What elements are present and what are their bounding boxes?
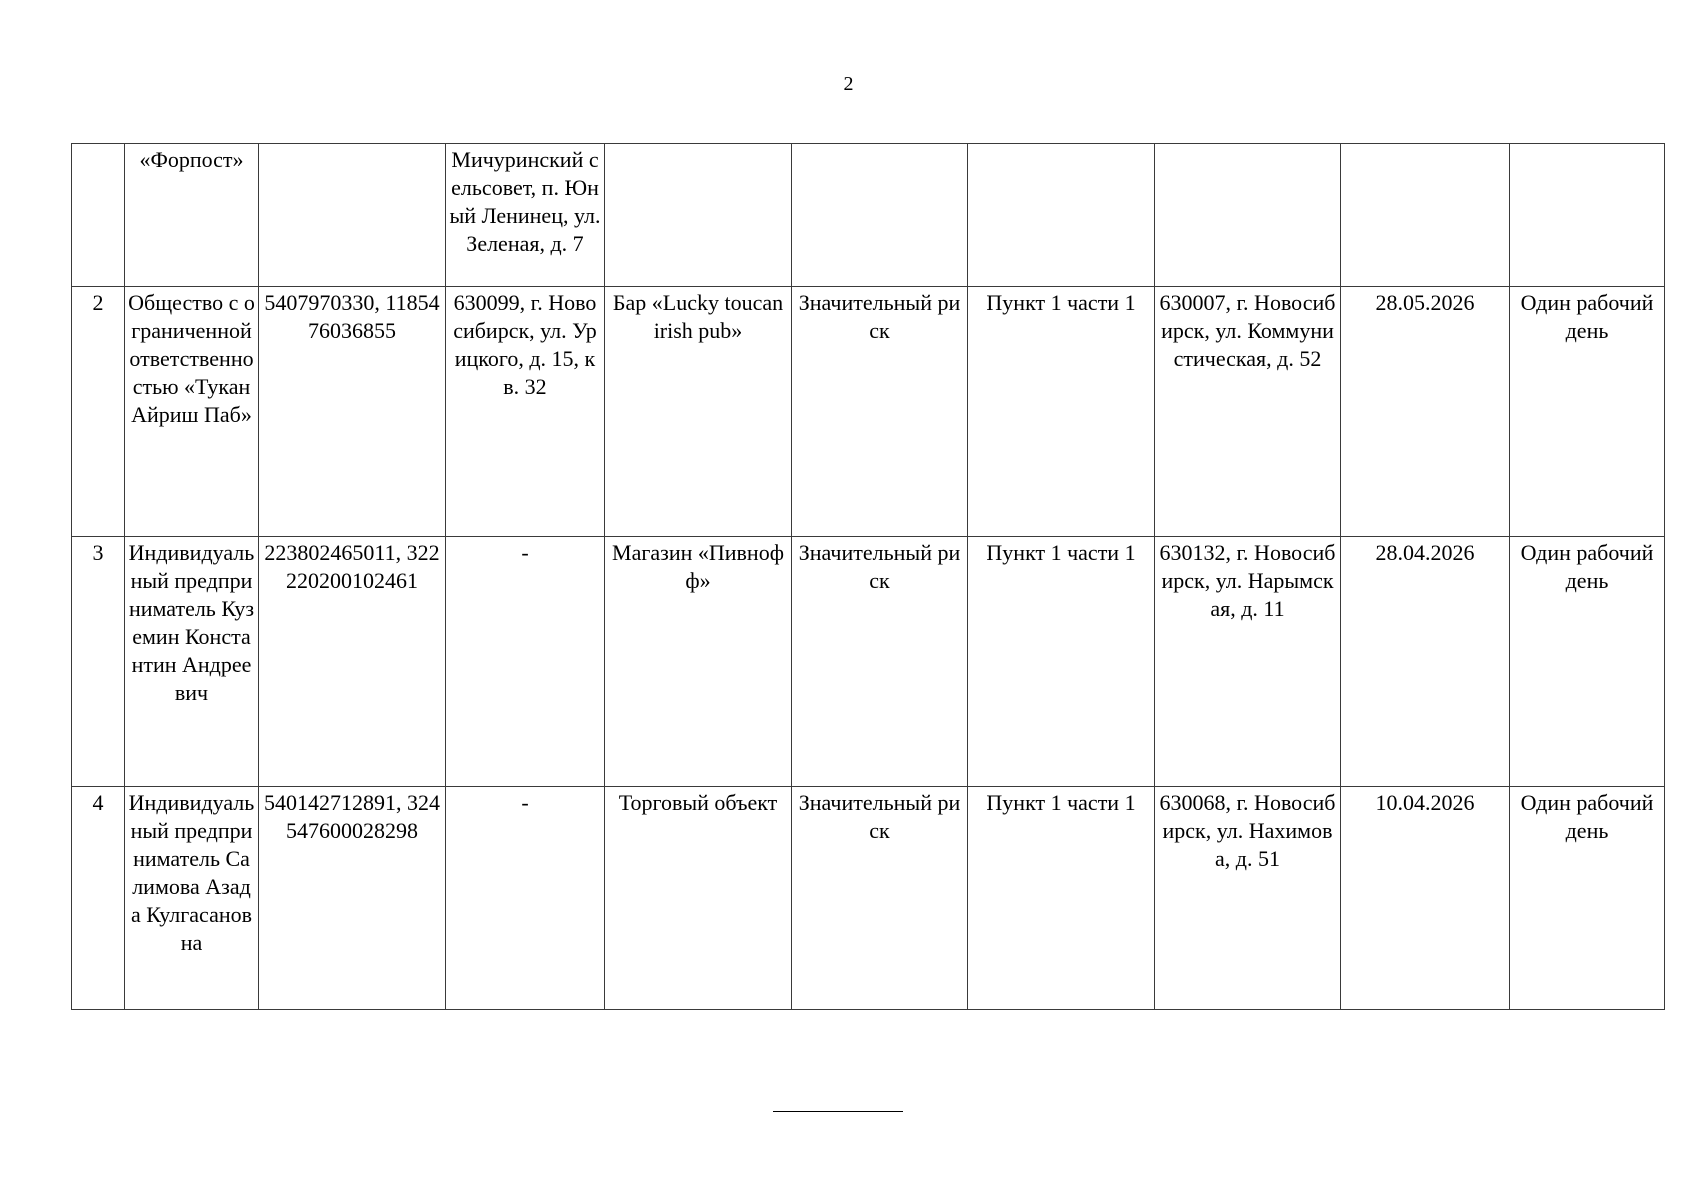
object-name-cell: Бар «Lucky toucan irish pub» <box>605 287 792 537</box>
table-row <box>72 787 1665 1010</box>
entity-name-cell: Индивидуальный предприниматель Салимова Азада Кулгасановна <box>125 787 259 1010</box>
inn-ogrn-cell: 223802465011, 322220200102461 <box>259 537 446 787</box>
table-row <box>72 537 1665 787</box>
legal-clause-cell: Пункт 1 части 1 <box>968 537 1155 787</box>
legal-address-cell: Мичуринский сельсовет, п. Юный Ленинец, ул. Зеленая, д. 7 <box>446 144 605 287</box>
duration-cell <box>1510 144 1665 287</box>
row-number-cell: 4 <box>72 787 125 1010</box>
duration-cell: Один рабочий день <box>1510 787 1665 1010</box>
table-row <box>72 144 1665 287</box>
duration-cell: Один рабочий день <box>1510 287 1665 537</box>
duration-cell: Один рабочий день <box>1510 537 1665 787</box>
legal-address-cell: 630099, г. Новосибирск, ул. Урицкого, д. 15, кв. 32 <box>446 287 605 537</box>
entity-name-cell: «Форпост» <box>125 144 259 287</box>
risk-category-cell: Значительный риск <box>792 287 968 537</box>
legal-clause-cell: Пункт 1 части 1 <box>968 287 1155 537</box>
entity-name-cell: Индивидуальный предприниматель Куземин Константин Андреевич <box>125 537 259 787</box>
legal-address-cell: - <box>446 787 605 1010</box>
row-number-cell: 3 <box>72 537 125 787</box>
inspection-plan-table <box>71 143 1665 1010</box>
object-name-cell: Торговый объект <box>605 787 792 1010</box>
entity-name-cell: Общество с ограниченной ответственностью «Тукан Айриш Паб» <box>125 287 259 537</box>
inspection-date-cell: 28.04.2026 <box>1341 537 1510 787</box>
object-address-cell: 630068, г. Новосибирск, ул. Нахимова, д. 51 <box>1155 787 1341 1010</box>
legal-clause-cell: Пункт 1 части 1 <box>968 787 1155 1010</box>
risk-category-cell: Значительный риск <box>792 537 968 787</box>
object-name-cell: Магазин «Пивнофф» <box>605 537 792 787</box>
inspection-date-cell: 28.05.2026 <box>1341 287 1510 537</box>
page-number: 2 <box>843 73 854 95</box>
risk-category-cell: Значительный риск <box>792 787 968 1010</box>
inspection-date-cell <box>1341 144 1510 287</box>
table-row <box>72 287 1665 537</box>
inn-ogrn-cell: 5407970330, 1185476036855 <box>259 287 446 537</box>
end-of-document-rule <box>773 1111 903 1112</box>
risk-category-cell <box>792 144 968 287</box>
legal-address-cell: - <box>446 537 605 787</box>
row-number-cell <box>72 144 125 287</box>
object-address-cell: 630132, г. Новосибирск, ул. Нарымская, д. 11 <box>1155 537 1341 787</box>
inn-ogrn-cell: 540142712891, 324547600028298 <box>259 787 446 1010</box>
object-address-cell <box>1155 144 1341 287</box>
object-name-cell <box>605 144 792 287</box>
inn-ogrn-cell <box>259 144 446 287</box>
legal-clause-cell <box>968 144 1155 287</box>
row-number-cell: 2 <box>72 287 125 537</box>
inspection-date-cell: 10.04.2026 <box>1341 787 1510 1010</box>
object-address-cell: 630007, г. Новосибирск, ул. Коммунистическая, д. 52 <box>1155 287 1341 537</box>
